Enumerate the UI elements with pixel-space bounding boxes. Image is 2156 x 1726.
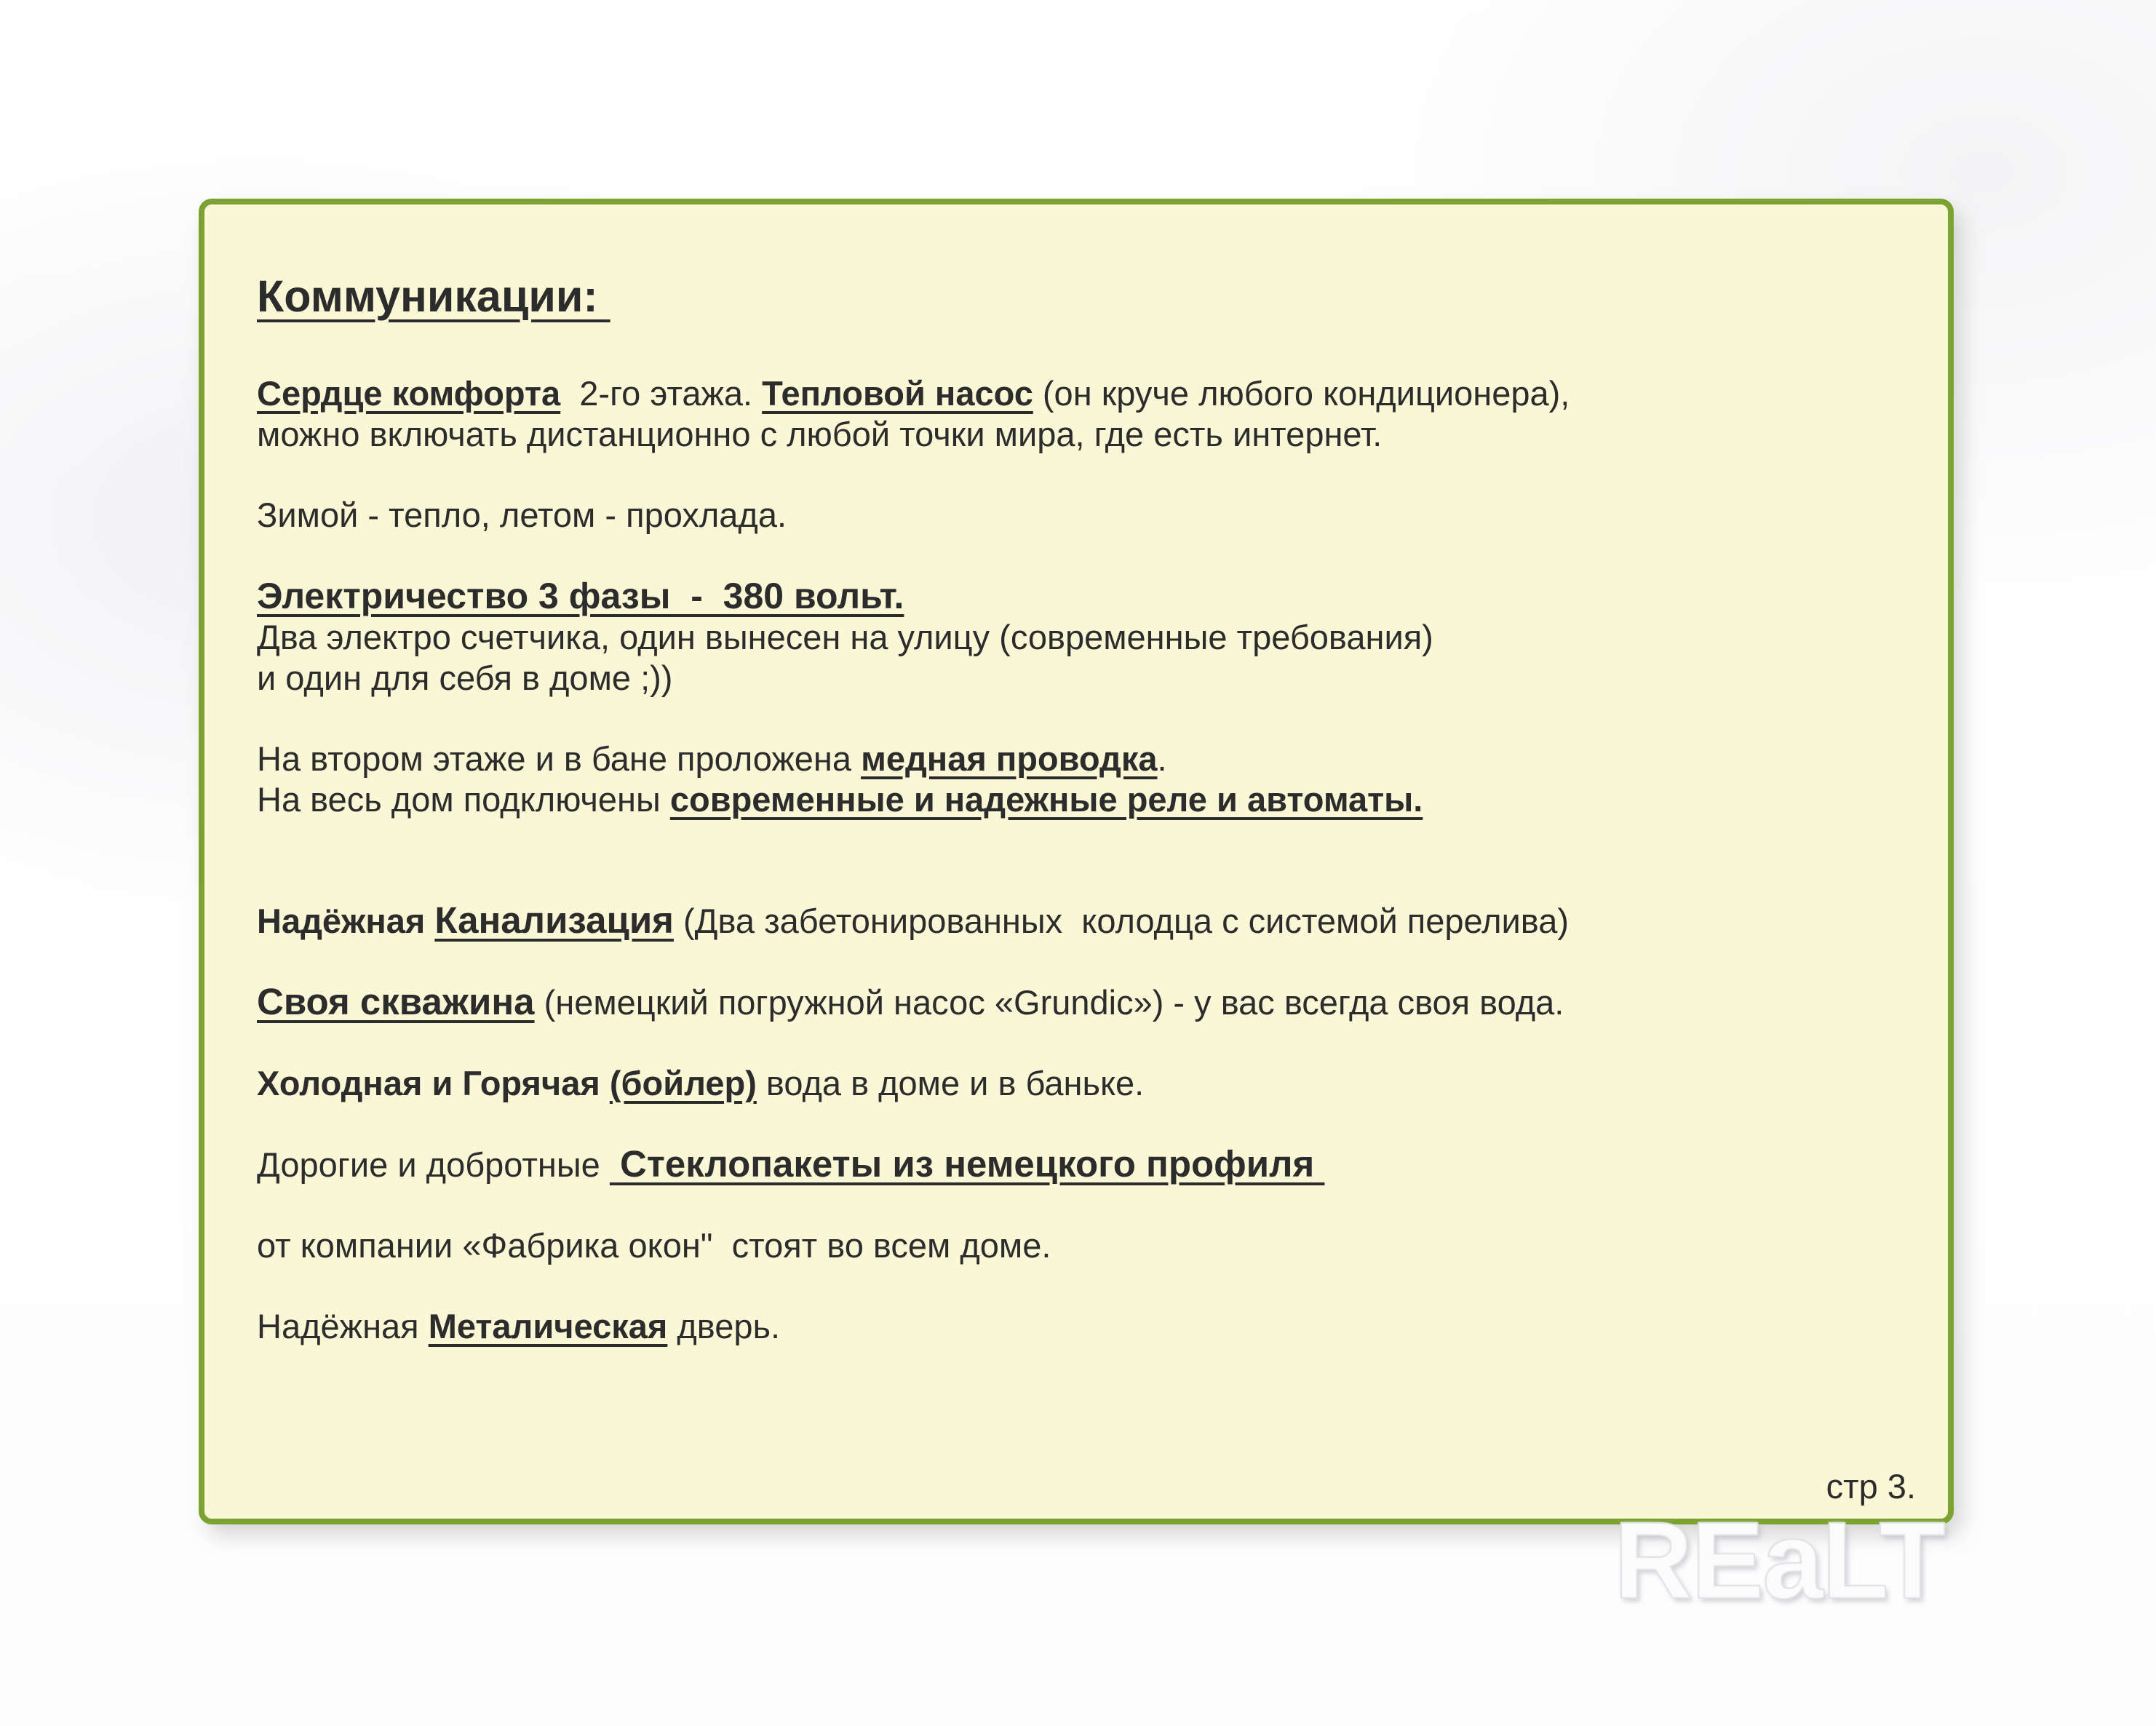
text-run: Дорогие и добротные <box>257 1145 610 1184</box>
electricity-line-2: Два электро счетчика, один вынесен на улицу (современные требования) <box>257 618 1433 656</box>
text-run: (бойлер) <box>609 1064 757 1102</box>
text-run: Надёжная <box>257 1307 429 1345</box>
text-run: (немецкий погружной насос «Grundic») - у вас всегда своя вода. <box>534 983 1564 1022</box>
text-run: Стеклопакеты из немецкого профиля <box>609 1143 1325 1185</box>
text-run: . <box>1157 739 1167 778</box>
windows-line <box>257 1144 1897 1185</box>
paragraph-windows <box>257 1144 1897 1185</box>
text-run: дверь. <box>667 1307 781 1345</box>
paragraph-electricity <box>257 576 1897 699</box>
seasons-line: Зимой - тепло, летом - прохлада. <box>257 496 787 534</box>
text-run: вода в доме и в баньке. <box>756 1064 1145 1102</box>
text-run: (он круче любого кондиционера), <box>1033 374 1570 413</box>
paragraph-wiring <box>257 739 1897 820</box>
wiring-line-1 <box>257 739 1897 779</box>
paragraph-seasons <box>257 495 1897 536</box>
page-title-text: Коммуникации: <box>257 271 610 321</box>
water-line <box>257 1063 1897 1104</box>
window-company-line: от компании «Фабрика окон" стоят во всем доме. <box>257 1226 1051 1265</box>
text-run: (Два забетонированных колодца с системой перелива) <box>673 902 1570 940</box>
paragraph-sewerage <box>257 900 1897 942</box>
paragraph-door <box>257 1306 1897 1347</box>
text-run: Холодная и Горячая <box>257 1064 610 1102</box>
text-run: Надёжная <box>257 902 435 940</box>
heat-pump-line-2: можно включать дистанционно с любой точки мира, где есть интернет. <box>257 415 1383 453</box>
text-run: 2-го этажа. <box>560 374 763 413</box>
listing-info-card <box>199 199 1954 1524</box>
door-line <box>257 1306 1897 1347</box>
paragraph-window-company <box>257 1225 1897 1266</box>
text-run: На втором этаже и в бане проложена <box>257 739 862 778</box>
text-run: Электричество 3 фазы - 380 вольт. <box>257 576 904 616</box>
text-run: Своя скважина <box>257 981 535 1022</box>
paragraph-heat-pump <box>257 373 1897 455</box>
wiring-line-2 <box>257 779 1897 820</box>
text-run: современные и надежные реле и автоматы. <box>669 780 1423 819</box>
sewerage-line <box>257 900 1897 942</box>
electricity-line-3: и один для себя в доме ;)) <box>257 659 673 697</box>
paragraph-well <box>257 982 1897 1023</box>
heat-pump-line-1 <box>257 373 1897 414</box>
text-run: Сердце комфорта <box>257 374 561 413</box>
text-run: На весь дом подключены <box>257 780 670 819</box>
text-run: Канализация <box>434 899 674 941</box>
well-line <box>257 982 1897 1023</box>
paragraph-water <box>257 1063 1897 1104</box>
realt-watermark-logo: REaLT <box>1614 1499 1944 1621</box>
text-run: медная проводка <box>861 739 1158 778</box>
text-run: Металическая <box>428 1307 668 1345</box>
electricity-heading <box>257 576 1897 617</box>
text-run: Тепловой насос <box>762 374 1033 413</box>
page-title <box>257 270 1897 322</box>
page-number: стр 3. <box>1826 1467 1916 1506</box>
